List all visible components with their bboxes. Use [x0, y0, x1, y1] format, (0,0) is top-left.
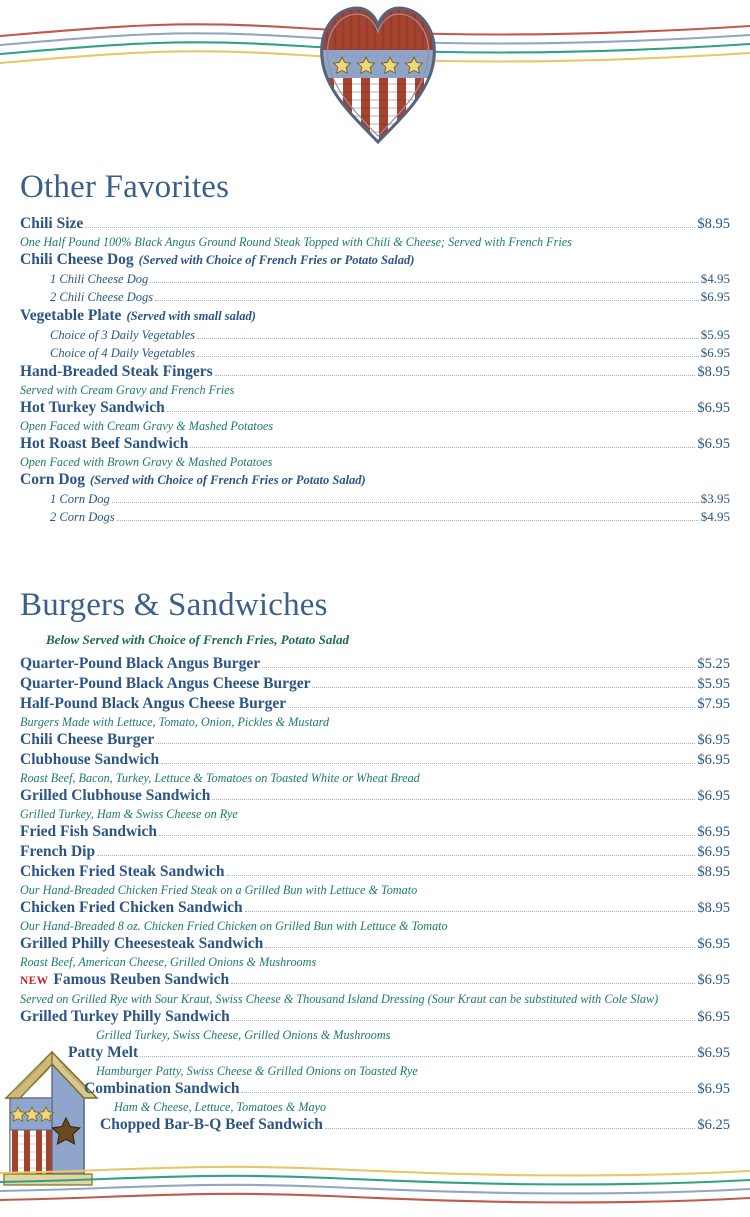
patriotic-heart-icon — [317, 0, 439, 148]
menu-item-name: Corn Dog — [20, 471, 86, 488]
dot-leader — [265, 947, 695, 948]
list-item — [0, 822, 750, 842]
menu-item-name: Chili Size — [20, 215, 84, 232]
menu-item-row[interactable] — [20, 694, 730, 714]
dot-leader — [241, 1092, 695, 1093]
list-item — [0, 1007, 750, 1043]
dot-leader — [167, 411, 696, 412]
menu-item-price: $6.95 — [697, 788, 730, 804]
menu-item-price: $6.95 — [697, 1009, 730, 1025]
dot-leader — [155, 300, 699, 301]
list-item — [0, 1115, 750, 1135]
menu-item-row[interactable] — [20, 250, 730, 270]
menu-item-price: $6.95 — [697, 752, 730, 768]
menu-item-description: Grilled Turkey, Swiss Cheese, Grilled Onions & Mushrooms — [96, 1028, 391, 1042]
list-item — [0, 654, 750, 674]
menu-option-row[interactable] — [50, 270, 730, 288]
menu-option-row[interactable] — [50, 344, 730, 362]
menu-item-price: $6.95 — [697, 844, 730, 860]
dot-leader — [159, 835, 695, 836]
dot-leader — [325, 1128, 695, 1129]
menu-item-row[interactable] — [20, 674, 730, 694]
dot-leader — [97, 855, 695, 856]
menu-option-price: $4.95 — [700, 271, 730, 286]
list-item — [0, 470, 750, 526]
menu-option-row[interactable] — [50, 490, 730, 508]
menu-item-row[interactable] — [20, 730, 730, 750]
menu-item-price: $7.95 — [697, 696, 730, 712]
status-badge-new: NEW — [20, 975, 49, 987]
menu-item-description: Grilled Turkey, Ham & Swiss Cheese on Rye — [20, 807, 238, 821]
menu-item-row[interactable] — [20, 654, 730, 674]
list-item — [0, 1043, 750, 1079]
menu-item-price: $5.95 — [697, 676, 730, 692]
menu-item-row[interactable] — [100, 1115, 730, 1135]
dot-leader — [112, 502, 699, 503]
menu-item-description: Ham & Cheese, Lettuce, Tomatoes & Mayo — [114, 1100, 327, 1114]
menu-item-row[interactable] — [20, 934, 730, 954]
dot-leader — [85, 227, 695, 228]
dot-leader — [212, 799, 695, 800]
menu-option-price: $6.95 — [700, 289, 730, 304]
menu-item-price: $8.95 — [697, 364, 730, 380]
menu-item-row[interactable] — [20, 842, 730, 862]
menu-item-row[interactable] — [20, 862, 730, 882]
menu-item-price: $6.95 — [697, 436, 730, 452]
menu-item-row[interactable] — [20, 398, 730, 418]
menu-option-name: 1 Corn Dog — [50, 492, 110, 506]
menu-item-price: $6.25 — [697, 1117, 730, 1133]
dot-leader — [150, 282, 698, 283]
menu-item-price: $6.95 — [697, 972, 730, 988]
menu-item-row[interactable] — [20, 898, 730, 918]
menu-item-row[interactable] — [20, 1007, 730, 1027]
page-title-burgers-sandwiches: Burgers & Sandwiches — [20, 587, 328, 623]
menu-option-price: $5.95 — [700, 327, 730, 342]
menu-item-name: Combination Sandwich — [84, 1080, 240, 1097]
menu-option-name: 2 Chili Cheese Dogs — [50, 290, 154, 304]
list-item — [0, 250, 750, 306]
menu-item-name: Hot Turkey Sandwich — [20, 399, 165, 416]
list-item — [0, 694, 750, 730]
menu-item-price: $6.95 — [697, 1045, 730, 1061]
menu-item-name: Famous Reuben Sandwich — [53, 971, 230, 988]
menu-option-row[interactable] — [50, 288, 730, 306]
bottom-wave-decoration — [0, 1157, 750, 1213]
menu-item-name: Grilled Turkey Philly Sandwich — [20, 1008, 230, 1025]
menu-option-name: Choice of 3 Daily Vegetables — [50, 328, 196, 342]
menu-option-name: Choice of 4 Daily Vegetables — [50, 346, 196, 360]
menu-item-name: Chili Cheese Dog — [20, 251, 134, 268]
menu-option-name: 1 Chili Cheese Dog — [50, 272, 149, 286]
dot-leader — [197, 338, 699, 339]
heart-svg — [317, 0, 439, 148]
menu-item-name: Grilled Philly Cheesesteak Sandwich — [20, 935, 264, 952]
menu-item-price: $8.95 — [697, 864, 730, 880]
menu-item-description: One Half Pound 100% Black Angus Ground Round Steak Topped with Chili & Cheese; Served with French Fries — [20, 235, 572, 249]
menu-item-row[interactable] — [68, 1043, 730, 1063]
menu-item-description: Roast Beef, American Cheese, Grilled Onions & Mushrooms — [20, 955, 317, 969]
dot-leader — [215, 375, 696, 376]
menu-item-name: Quarter-Pound Black Angus Burger — [20, 655, 261, 672]
menu-item-row[interactable] — [20, 822, 730, 842]
menu-item-name: Vegetable Plate — [20, 307, 122, 324]
dot-leader — [312, 687, 695, 688]
menu-item-qualifier: (Served with small salad) — [126, 309, 256, 323]
dot-leader — [197, 356, 699, 357]
menu-option-row[interactable] — [50, 326, 730, 344]
menu-item-row[interactable] — [20, 434, 730, 454]
bottom-waves-svg — [0, 1157, 750, 1213]
menu-item-description: Open Faced with Brown Gravy & Mashed Potatoes — [20, 455, 273, 469]
list-item-new-reuben — [0, 970, 750, 1007]
menu-item-qualifier: (Served with Choice of French Fries or Potato Salad) — [138, 253, 415, 267]
list-item — [0, 214, 750, 250]
dot-leader — [190, 447, 695, 448]
list-item — [0, 1079, 750, 1115]
list-item — [0, 934, 750, 970]
menu-option-price: $4.95 — [700, 509, 730, 524]
menu-item-name: Chili Cheese Burger — [20, 731, 155, 748]
dot-leader — [262, 667, 695, 668]
menu-item-name: Chicken Fried Chicken Sandwich — [20, 899, 243, 916]
list-item — [0, 786, 750, 822]
menu-item-name: Half-Pound Black Angus Cheese Burger — [20, 695, 287, 712]
menu-item-price: $6.95 — [697, 1081, 730, 1097]
list-item — [0, 730, 750, 750]
menu-item-name: Hand-Breaded Steak Fingers — [20, 363, 213, 380]
dot-leader — [231, 983, 695, 984]
menu-item-description: Hamburger Patty, Swiss Cheese & Grilled Onions on Toasted Rye — [96, 1064, 418, 1078]
dot-leader — [227, 875, 696, 876]
menu-item-price: $8.95 — [697, 216, 730, 232]
menu-item-description: Roast Beef, Bacon, Turkey, Lettuce & Tomatoes on Toasted White or Wheat Bread — [20, 771, 420, 785]
list-item — [0, 862, 750, 898]
menu-item-name: Patty Melt — [68, 1044, 139, 1061]
menu-item-description: Our Hand-Breaded 8 oz. Chicken Fried Chicken on Grilled Bun with Lettuce & Tomato — [20, 919, 448, 933]
menu-item-description: Burgers Made with Lettuce, Tomato, Onion, Pickles & Mustard — [20, 715, 330, 729]
dot-leader — [288, 707, 695, 708]
menu-item-name: Hot Roast Beef Sandwich — [20, 435, 189, 452]
menu-item-name: Fried Fish Sandwich — [20, 823, 157, 840]
menu-item-name: Grilled Clubhouse Sandwich — [20, 787, 211, 804]
dot-leader — [161, 763, 695, 764]
list-item — [0, 842, 750, 862]
section-burgers-sandwiches — [0, 586, 750, 1135]
menu-option-price: $6.95 — [700, 345, 730, 360]
menu-item-row[interactable] — [20, 786, 730, 806]
list-item — [0, 398, 750, 434]
menu-item-row[interactable] — [20, 362, 730, 382]
section-subnote: Below Served with Choice of French Fries, Potato Salad — [46, 632, 349, 647]
page-title-other-favorites: Other Favorites — [20, 169, 230, 205]
menu-item-description: Our Hand-Breaded Chicken Fried Steak on a Grilled Bun with Lettuce & Tomato — [20, 883, 418, 897]
menu-item-row[interactable] — [84, 1079, 730, 1099]
menu-item-row[interactable] — [20, 470, 730, 490]
list-item — [0, 898, 750, 934]
dot-leader — [245, 911, 696, 912]
menu-item-price: $6.95 — [697, 936, 730, 952]
list-item — [0, 674, 750, 694]
menu-item-name: French Dip — [20, 843, 96, 860]
menu-item-price: $8.95 — [697, 900, 730, 916]
menu-item-row[interactable] — [20, 970, 730, 991]
menu-item-row[interactable] — [20, 306, 730, 326]
list-item — [0, 362, 750, 398]
menu-option-row[interactable] — [50, 508, 730, 526]
list-item — [0, 306, 750, 362]
menu-item-name: Clubhouse Sandwich — [20, 751, 160, 768]
menu-item-name: Quarter-Pound Black Angus Cheese Burger — [20, 675, 311, 692]
menu-item-description: Served on Grilled Rye with Sour Kraut, Swiss Cheese & Thousand Island Dressing (Sour Kraut can be substituted with Cole Slaw) — [20, 992, 659, 1006]
menu-item-row[interactable] — [20, 214, 730, 234]
menu-item-description: Served with Cream Gravy and French Fries — [20, 383, 235, 397]
menu-item-row[interactable] — [20, 750, 730, 770]
menu-item-name: Chicken Fried Steak Sandwich — [20, 863, 225, 880]
menu-item-price: $5.25 — [697, 656, 730, 672]
menu-item-name: Chopped Bar-B-Q Beef Sandwich — [100, 1116, 323, 1133]
menu-item-price: $6.95 — [697, 400, 730, 416]
menu-item-qualifier: (Served with Choice of French Fries or Potato Salad) — [90, 473, 366, 487]
menu-item-price: $6.95 — [697, 824, 730, 840]
dot-leader — [156, 743, 695, 744]
menu-item-description: Open Faced with Cream Gravy & Mashed Potatoes — [20, 419, 274, 433]
dot-leader — [140, 1056, 695, 1057]
list-item — [0, 434, 750, 470]
list-item — [0, 750, 750, 786]
section-other-favorites — [0, 168, 750, 526]
menu-option-name: 2 Corn Dogs — [50, 510, 115, 524]
menu-option-price: $3.95 — [700, 491, 730, 506]
menu-item-price: $6.95 — [697, 732, 730, 748]
other-favorites-item-list — [0, 214, 750, 526]
dot-leader — [117, 520, 699, 521]
dot-leader — [232, 1020, 696, 1021]
burgers-sandwiches-item-list — [0, 654, 750, 1135]
